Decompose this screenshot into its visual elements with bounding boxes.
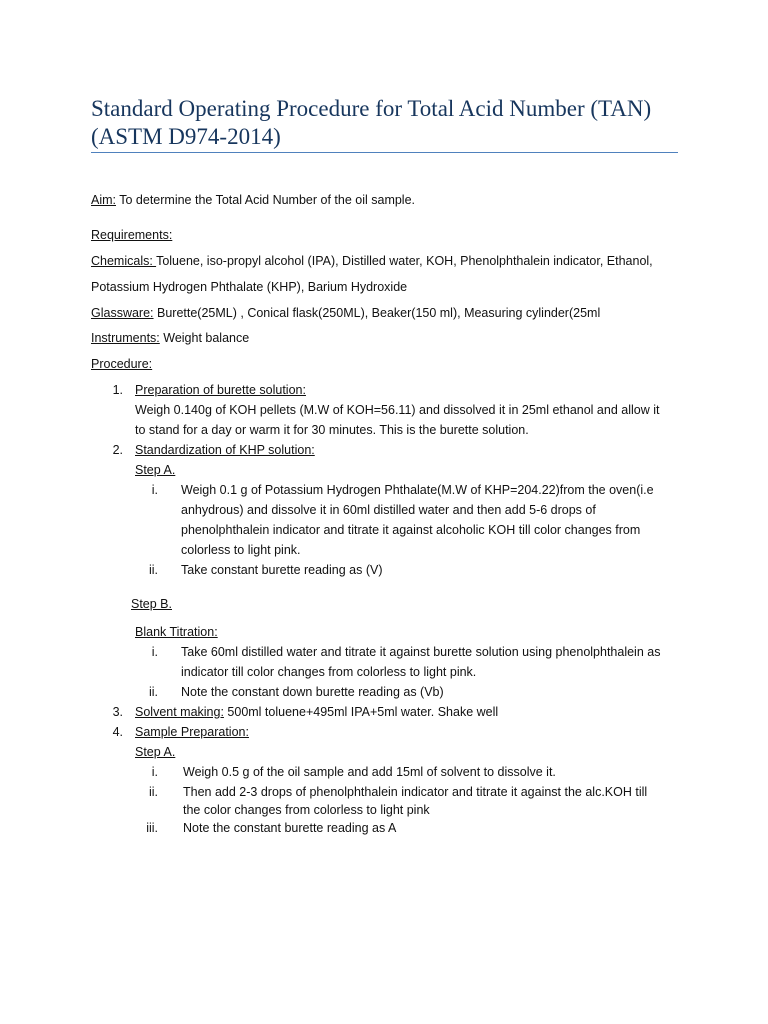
requirements-heading: Requirements: <box>91 228 173 242</box>
step-4-i-number: i. <box>151 765 158 779</box>
title-line-2: (ASTM D974-2014) <box>91 124 281 149</box>
step-2-ii-text: Take constant burette reading as (V) <box>181 563 383 577</box>
aim-line <box>91 190 415 210</box>
title-divider <box>91 152 678 153</box>
procedure-heading: Procedure: <box>91 357 153 371</box>
step-2-i-text-3: phenolphthalein indicator and titrate it against alcoholic KOH till color changes from <box>181 523 641 537</box>
chemicals-line-1 <box>91 251 653 271</box>
step-1-title: Preparation of burette solution: <box>135 383 306 397</box>
step-2-i-number: i. <box>151 483 158 497</box>
instruments-line <box>91 328 249 348</box>
chemicals-text-1: Toluene, iso-propyl alcohol (IPA), Distilled water, KOH, Phenolphthalein indicator, Ethanol, <box>156 254 653 268</box>
step-3-title: Solvent making: <box>135 705 224 719</box>
step-4-step-a: Step A. <box>135 745 176 759</box>
blank-titration-title: Blank Titration: <box>135 625 218 639</box>
blank-i-text-2: indicator till color changes from colorless to light pink. <box>181 665 477 679</box>
step-4-iii-number: iii. <box>146 821 158 835</box>
step-2-i-text-2: anhydrous) and dissolve it in 60ml distilled water and then add 5-6 drops of <box>181 503 596 517</box>
step-1-text-2: to stand for a day or warm it for 30 minutes. This is the burette solution. <box>135 423 529 437</box>
step-3-text: 500ml toluene+495ml IPA+5ml water. Shake well <box>223 705 499 719</box>
step-2-i-text-1: Weigh 0.1 g of Potassium Hydrogen Phthalate(M.W of KHP=204.22)from the oven(i.e <box>181 483 654 497</box>
step-1-text-1: Weigh 0.140g of KOH pellets (M.W of KOH=56.11) and dissolved it in 25ml ethanol and allow it <box>135 403 660 417</box>
document-title <box>91 95 691 151</box>
step-4-i-text: Weigh 0.5 g of the oil sample and add 15ml of solvent to dissolve it. <box>183 765 556 779</box>
instruments-text: Weight balance <box>159 331 250 345</box>
step-4-ii-text-1: Then add 2-3 drops of phenolphthalein indicator and titrate it against the alc.KOH till <box>183 785 648 799</box>
blank-i-text-1: Take 60ml distilled water and titrate it against burette solution using phenolphthalein as <box>181 645 661 659</box>
step-3-number: 3. <box>112 705 123 719</box>
step-3-line <box>135 702 498 722</box>
step-4-ii-text-2: the color changes from colorless to light pink <box>183 803 430 817</box>
chemicals-line-2: Potassium Hydrogen Phthalate (KHP), Barium Hydroxide <box>91 280 408 294</box>
glassware-text: Burette(25ML) , Conical flask(250ML), Beaker(150 ml), Measuring cylinder(25ml <box>153 306 601 320</box>
aim-label: Aim: <box>91 193 116 207</box>
title-line-1: Standard Operating Procedure for Total Acid Number (TAN) <box>91 96 652 121</box>
step-4-iii-text: Note the constant burette reading as A <box>183 821 397 835</box>
aim-text: To determine the Total Acid Number of the oil sample. <box>116 193 416 207</box>
instruments-label: Instruments: <box>91 331 160 345</box>
step-2-number: 2. <box>112 443 123 457</box>
step-2-step-a: Step A. <box>135 463 176 477</box>
glassware-label: Glassware: <box>91 306 154 320</box>
step-2-title: Standardization of KHP solution: <box>135 443 315 457</box>
glassware-line <box>91 303 600 323</box>
blank-i-number: i. <box>151 645 158 659</box>
step-2-step-b: Step B. <box>131 597 172 611</box>
step-4-ii-number: ii. <box>148 785 158 799</box>
step-4-number: 4. <box>112 725 123 739</box>
step-2-i-text-4: colorless to light pink. <box>181 543 301 557</box>
step-1-number: 1. <box>112 383 123 397</box>
chemicals-label: Chemicals: <box>91 254 157 268</box>
blank-ii-number: ii. <box>148 685 158 699</box>
step-4-title: Sample Preparation: <box>135 725 249 739</box>
step-2-ii-number: ii. <box>148 563 158 577</box>
blank-ii-text: Note the constant down burette reading as (Vb) <box>181 685 444 699</box>
